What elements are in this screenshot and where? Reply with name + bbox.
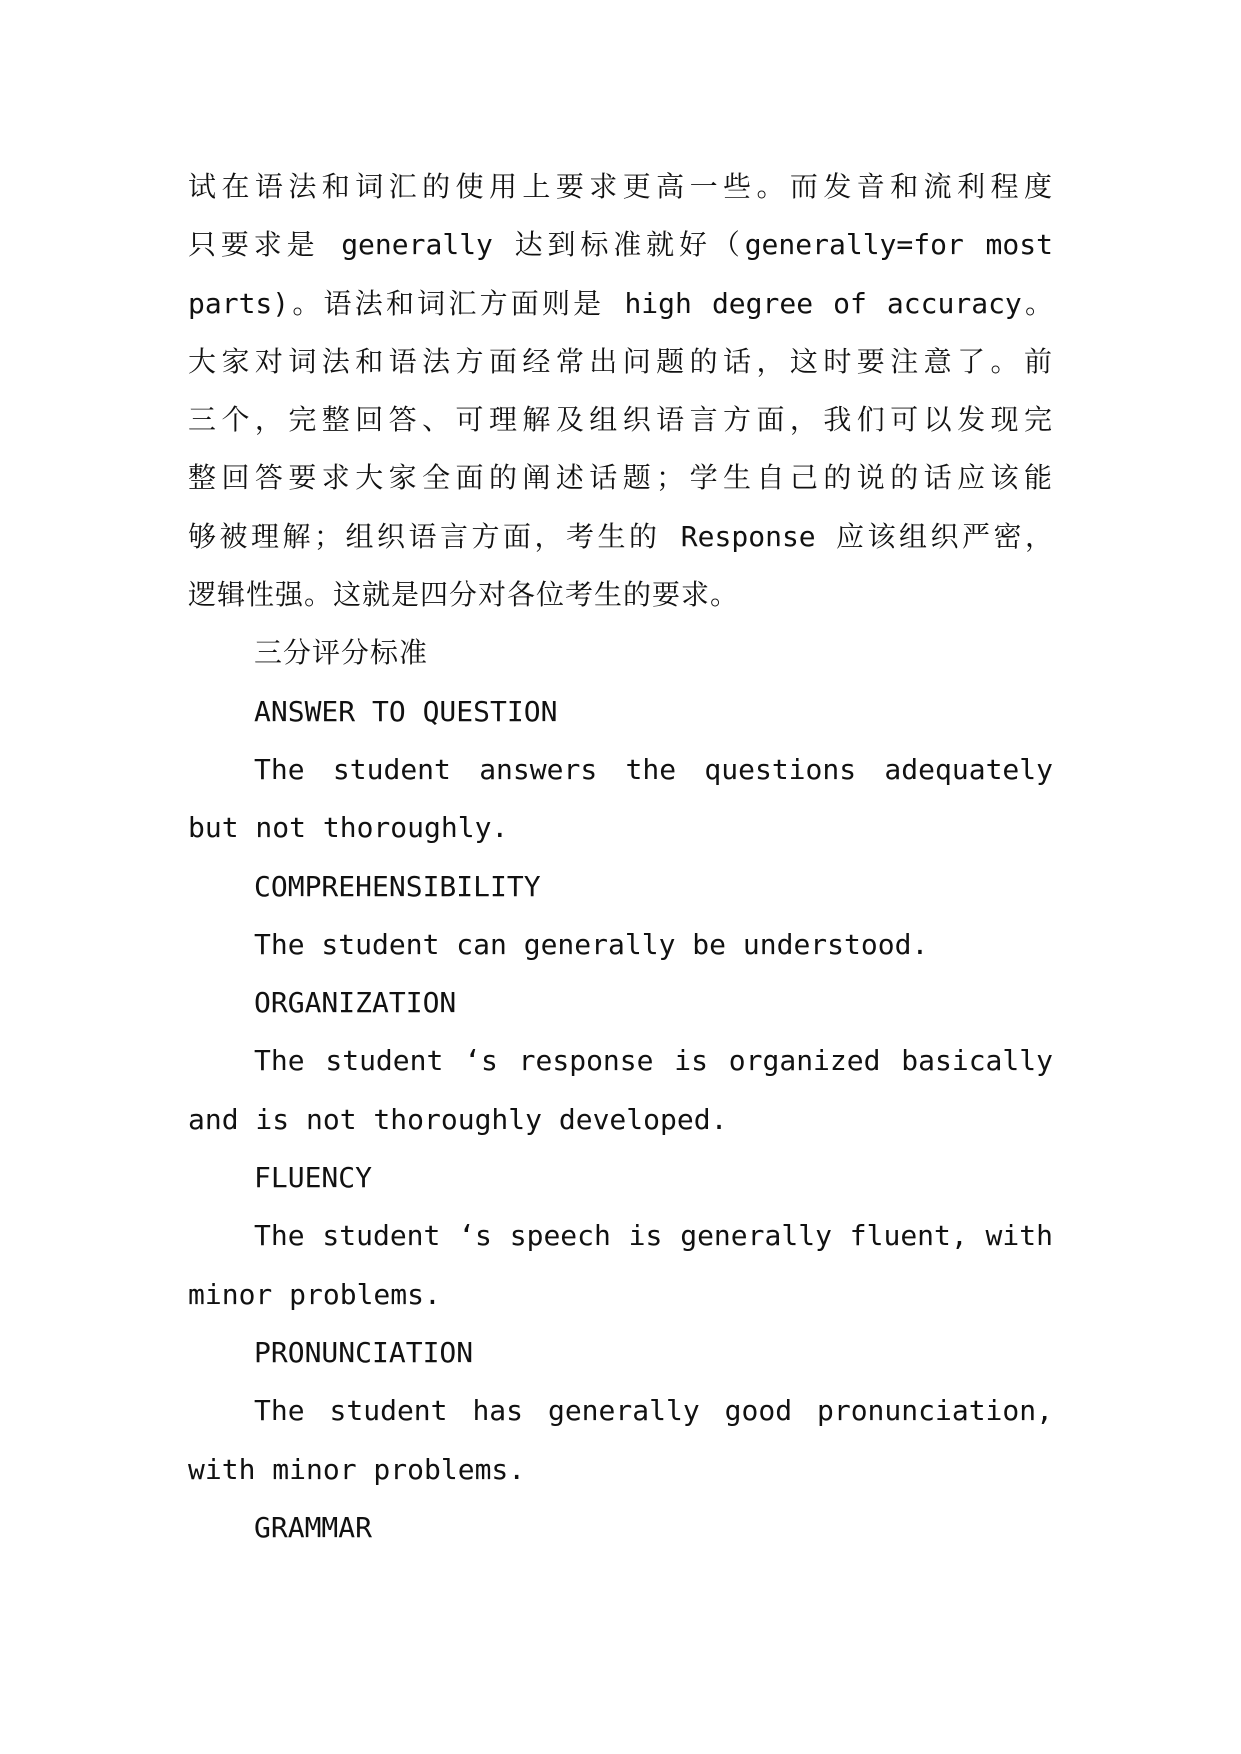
criterion-heading: GRAMMAR xyxy=(254,1510,373,1544)
paragraph-line: 整回答要求大家全面的阐述话题；学生自己的说的话应该能 xyxy=(188,461,1053,495)
paragraph-line: 试在语法和词汇的使用上要求更高一些。而发音和流利程度 xyxy=(188,170,1053,203)
criterion-heading: FLUENCY xyxy=(254,1161,373,1195)
paragraph-line: 只要求是 generally 达到标准就好（generally=for most xyxy=(188,228,1053,262)
criterion-description-line: and is not thoroughly developed. xyxy=(188,1102,728,1136)
criterion-description-line: The student ‘s response is organized basically xyxy=(254,1044,1053,1078)
criterion-heading: COMPREHENSIBILITY xyxy=(254,869,541,903)
paragraph-line: 三个，完整回答、可理解及组织语言方面，我们可以发现完 xyxy=(188,403,1053,437)
paragraph-line: 逻辑性强。这就是四分对各位考生的要求。 xyxy=(188,578,740,612)
criterion-description-line: with minor problems. xyxy=(188,1452,526,1486)
criterion-description-line: but not thoroughly. xyxy=(188,811,509,845)
criterion-heading: ANSWER TO QUESTION xyxy=(254,694,558,728)
document-body xyxy=(188,158,1053,1557)
paragraph-line: 够被理解；组织语言方面，考生的 Response 应该组织严密， xyxy=(188,519,1053,553)
criterion-description-line: minor problems. xyxy=(188,1277,441,1311)
criterion-description-line: The student answers the questions adequately xyxy=(254,752,1053,786)
criterion-heading: PRONUNCIATION xyxy=(254,1335,474,1369)
criterion-heading: ORGANIZATION xyxy=(254,986,457,1020)
paragraph-line: parts)。语法和词汇方面则是 high degree of accuracy。 xyxy=(188,286,1053,320)
criterion-description-line: The student has generally good pronunciation, xyxy=(254,1394,1053,1428)
criterion-description-line: The student can generally be understood. xyxy=(254,927,929,961)
criterion-description-line: The student ‘s speech is generally fluent, with xyxy=(254,1219,1053,1253)
section-heading: 三分评分标准 xyxy=(254,636,429,670)
paragraph-line: 大家对词法和语法方面经常出问题的话，这时要注意了。前 xyxy=(188,344,1053,378)
